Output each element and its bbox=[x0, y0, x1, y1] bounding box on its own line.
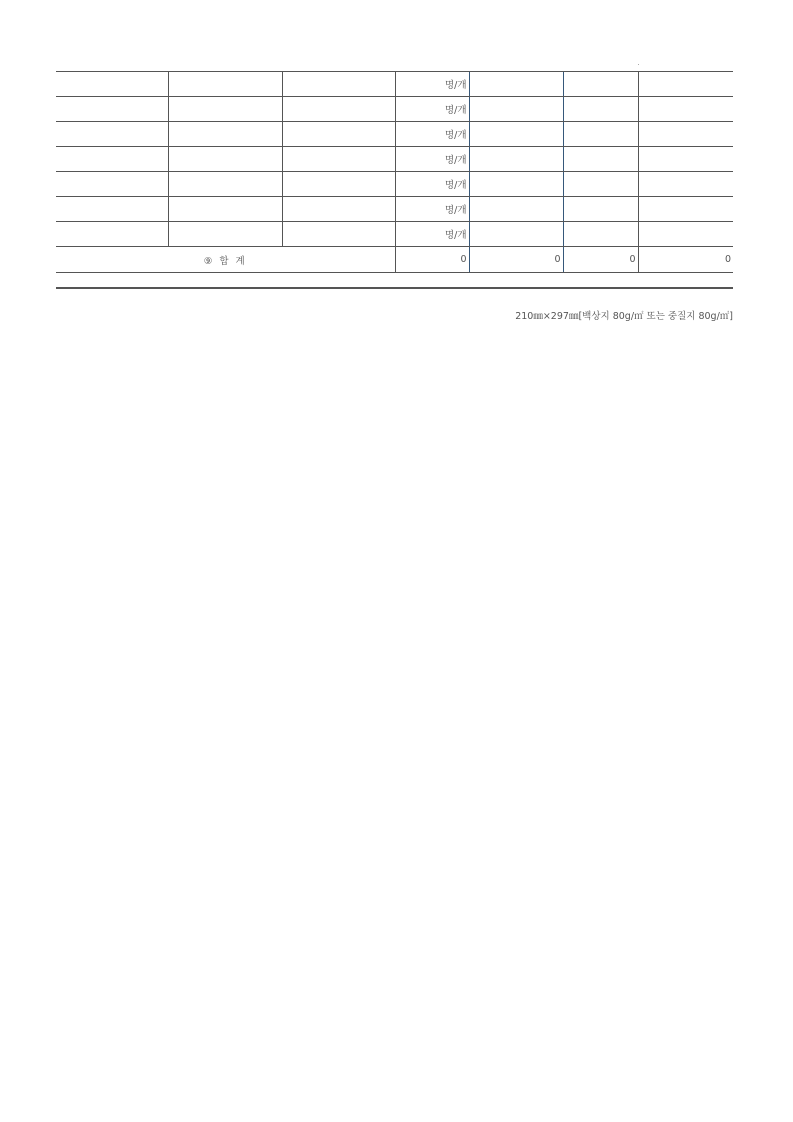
cell-unit: 명/개 bbox=[395, 197, 469, 222]
total-row bbox=[56, 247, 733, 273]
cell-item[interactable] bbox=[56, 97, 168, 122]
table-row bbox=[56, 197, 733, 222]
cell-unit: 명/개 bbox=[395, 72, 469, 97]
cell-unit: 명/개 bbox=[395, 222, 469, 247]
cell-amount[interactable] bbox=[638, 97, 733, 122]
total-value-4: 0 bbox=[638, 247, 733, 273]
cell-spec[interactable] bbox=[168, 172, 282, 197]
cell-detail[interactable] bbox=[282, 122, 395, 147]
cell-spec[interactable] bbox=[168, 222, 282, 247]
cell-unit: 명/개 bbox=[395, 122, 469, 147]
cell-quantity[interactable] bbox=[469, 197, 563, 222]
cell-amount[interactable] bbox=[638, 72, 733, 97]
cell-detail[interactable] bbox=[282, 197, 395, 222]
cell-detail[interactable] bbox=[282, 147, 395, 172]
cell-quantity[interactable] bbox=[469, 222, 563, 247]
cell-price[interactable] bbox=[563, 72, 638, 97]
cell-spec[interactable] bbox=[168, 97, 282, 122]
cell-amount[interactable] bbox=[638, 172, 733, 197]
cell-price[interactable] bbox=[563, 122, 638, 147]
cell-unit: 명/개 bbox=[395, 147, 469, 172]
cell-spec[interactable] bbox=[168, 197, 282, 222]
cell-unit: 명/개 bbox=[395, 172, 469, 197]
cell-amount[interactable] bbox=[638, 147, 733, 172]
cell-item[interactable] bbox=[56, 222, 168, 247]
table-row bbox=[56, 222, 733, 247]
cell-quantity[interactable] bbox=[469, 72, 563, 97]
bottom-rule bbox=[56, 287, 733, 289]
table-row bbox=[56, 122, 733, 147]
cell-item[interactable] bbox=[56, 172, 168, 197]
cell-quantity[interactable] bbox=[469, 122, 563, 147]
total-value-3: 0 bbox=[563, 247, 638, 273]
cell-item[interactable] bbox=[56, 147, 168, 172]
total-label: ⑨ 합 계 bbox=[56, 247, 395, 273]
cell-quantity[interactable] bbox=[469, 97, 563, 122]
table-row bbox=[56, 97, 733, 122]
cell-item[interactable] bbox=[56, 197, 168, 222]
cell-unit: 명/개 bbox=[395, 97, 469, 122]
cell-price[interactable] bbox=[563, 222, 638, 247]
table-row bbox=[56, 147, 733, 172]
cell-detail[interactable] bbox=[282, 172, 395, 197]
cell-quantity[interactable] bbox=[469, 172, 563, 197]
cell-amount[interactable] bbox=[638, 197, 733, 222]
cell-quantity[interactable] bbox=[469, 147, 563, 172]
quantity-table bbox=[56, 71, 733, 273]
paper-spec-footnote: 210㎜×297㎜[백상지 80g/㎡ 또는 중질지 80g/㎡] bbox=[515, 311, 733, 322]
cell-price[interactable] bbox=[563, 197, 638, 222]
table-row bbox=[56, 172, 733, 197]
cell-spec[interactable] bbox=[168, 147, 282, 172]
total-value-1: 0 bbox=[395, 247, 469, 273]
total-value-2: 0 bbox=[469, 247, 563, 273]
cell-item[interactable] bbox=[56, 122, 168, 147]
table-row bbox=[56, 72, 733, 97]
cell-detail[interactable] bbox=[282, 97, 395, 122]
cell-detail[interactable] bbox=[282, 72, 395, 97]
cell-spec[interactable] bbox=[168, 72, 282, 97]
cell-item[interactable] bbox=[56, 72, 168, 97]
cell-price[interactable] bbox=[563, 172, 638, 197]
scan-speck bbox=[638, 64, 639, 65]
cell-price[interactable] bbox=[563, 97, 638, 122]
cell-spec[interactable] bbox=[168, 122, 282, 147]
cell-detail[interactable] bbox=[282, 222, 395, 247]
cell-amount[interactable] bbox=[638, 222, 733, 247]
cell-price[interactable] bbox=[563, 147, 638, 172]
cell-amount[interactable] bbox=[638, 122, 733, 147]
